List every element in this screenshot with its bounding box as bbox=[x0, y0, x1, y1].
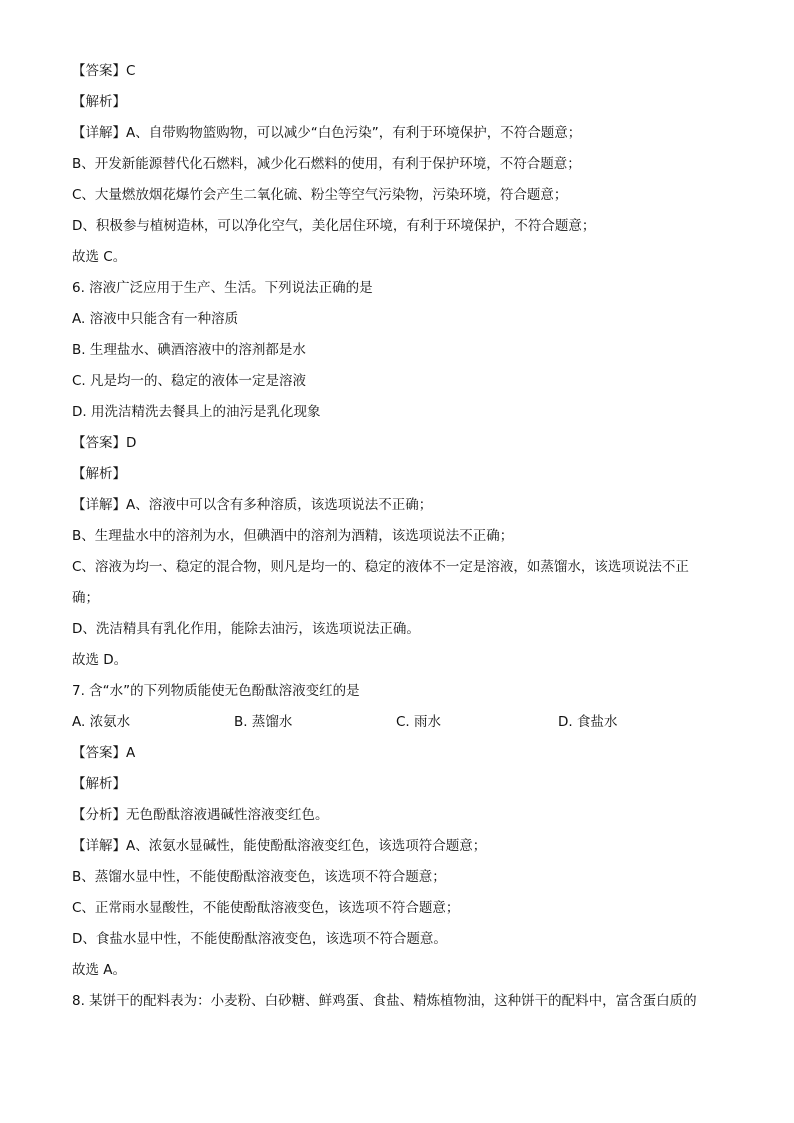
detail-7-b: B、蒸馏水显中性，不能使酚酞溶液变色，该选项不符合题意； bbox=[72, 869, 446, 885]
q6-option-d: D. 用洗洁精洗去餐具上的油污是乳化现象 bbox=[72, 404, 321, 420]
detail-6-d: D、洗洁精具有乳化作用，能除去油污，该选项说法正确。 bbox=[72, 621, 420, 637]
q7-option-b: B. 蒸馏水 bbox=[234, 714, 293, 730]
conclusion-5: 故选 C。 bbox=[72, 249, 127, 265]
q7-option-a: A. 浓氨水 bbox=[72, 714, 131, 730]
q6-option-c: C. 凡是均一的、稳定的液体一定是溶液 bbox=[72, 373, 307, 389]
detail-7-d: D、食盐水显中性，不能使酚酞溶液变色，该选项不符合题意。 bbox=[72, 931, 447, 947]
content-block-2 bbox=[72, 744, 732, 1010]
content-block-1 bbox=[72, 62, 732, 700]
answer-6: 【答案】D bbox=[72, 435, 137, 451]
question-6: 6. 溶液广泛应用于生产、生活。下列说法正确的是 bbox=[72, 280, 373, 296]
analysis-heading-5: 【解析】 bbox=[72, 94, 126, 110]
detail-5-c: C、大量燃放烟花爆竹会产生二氧化硫、粉尘等空气污染物，污染环境，符合题意； bbox=[72, 187, 568, 203]
analysis-heading-6: 【解析】 bbox=[72, 466, 126, 482]
detail-7-c: C、正常雨水显酸性，不能使酚酞溶液变色，该选项不符合题意； bbox=[72, 900, 460, 916]
document-page bbox=[72, 62, 732, 1023]
detail-5-d: D、积极参与植树造林，可以净化空气，美化居住环境，有利于环境保护，不符合题意； bbox=[72, 218, 596, 234]
detail-6-c1: C、溶液为均一、稳定的混合物，则凡是均一的、稳定的液体不一定是溶液，如蒸馏水，该选项说法不正 bbox=[72, 559, 689, 575]
conclusion-7: 故选 A。 bbox=[72, 962, 127, 978]
q6-option-b: B. 生理盐水、碘酒溶液中的溶剂都是水 bbox=[72, 342, 306, 358]
detail-7-a: 【详解】A、浓氨水显碱性，能使酚酞溶液变红色，该选项符合题意； bbox=[72, 838, 487, 854]
q7-options bbox=[72, 713, 732, 731]
detail-5-b: B、开发新能源替代化石燃料，减少化石燃料的使用，有利于保护环境，不符合题意； bbox=[72, 156, 581, 172]
detail-6-c2: 确； bbox=[72, 590, 99, 606]
analysis-heading-7: 【解析】 bbox=[72, 776, 126, 792]
answer-5: 【答案】C bbox=[72, 63, 136, 79]
detail-6-b: B、生理盐水中的溶剂为水，但碘酒中的溶剂为酒精，该选项说法不正确； bbox=[72, 528, 514, 544]
detail-6-a: 【详解】A、溶液中可以含有多种溶质，该选项说法不正确； bbox=[72, 497, 433, 513]
answer-7: 【答案】A bbox=[72, 745, 136, 761]
q6-option-a: A. 溶液中只能含有一种溶质 bbox=[72, 311, 239, 327]
q7-option-d: D. 食盐水 bbox=[558, 714, 618, 730]
q7-option-c: C. 雨水 bbox=[396, 714, 442, 730]
conclusion-6: 故选 D。 bbox=[72, 652, 128, 668]
detail-5-a: 【详解】A、自带购物篮购物，可以减少“白色污染”，有利于环境保护，不符合题意； bbox=[72, 125, 582, 141]
question-7: 7. 含“水”的下列物质能使无色酚酞溶液变红的是 bbox=[72, 683, 360, 699]
analysis-7: 【分析】无色酚酞溶液遇碱性溶液变红色。 bbox=[72, 807, 329, 823]
question-8: 8. 某饼干的配料表为：小麦粉、白砂糖、鲜鸡蛋、食盐、精炼植物油，这种饼干的配料中，富含蛋白质的 bbox=[72, 993, 697, 1009]
